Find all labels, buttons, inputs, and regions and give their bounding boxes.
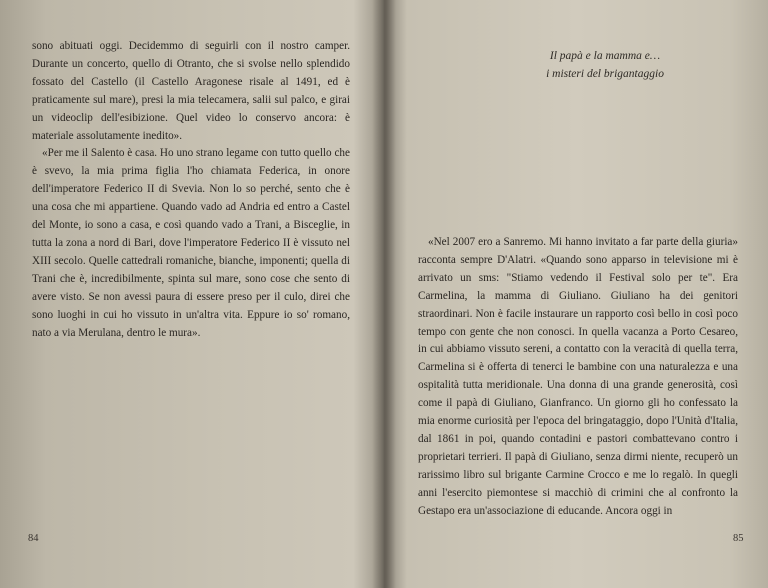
left-paragraph-1: sono abituati oggi. Decidemmo di seguirli con il nostro camper. Durante un concerto, quello di Otranto, che si svolse nello splendido fossato del Castello (il Castello Aragonese risale al 1491, ed è praticamente sul mare), presi la mia telecamera, salii sul palco, e girai un videoclip dell'esibizione. Quel video lo conservo ancora: è materiale assolutamente inedito». [32,40,350,142]
right-page-text [418,234,738,521]
right-paragraph-1: «Nel 2007 ero a Sanremo. Mi hanno invitato a far parte della giuria» racconta sempre D'Alatri. «Quando sono apparso in televisione mi è arrivato un sms: "Stiamo vedendo il Festival solo per te". Era Carmelina, la mamma di Giuliano. Giuliano ha dei genitori straordinari. Non è facile instaurare un rapporto così bello in così poco tempo con gente che non conosci. In quella vacanza a Porto Cesareo, in cui abbiamo vissuto sereni, a contatto con la veracità di quella terra, Carmelina si è offerta di tenerci le bambine con una naturalezza e una ospitalità tutta meridionale. Una donna di una grande generosità, così come il papà di Giuliano, Gianfranco. Un giorno gli ho confessato la mia enorme curiosità per l'epoca del bringataggio, dopo l'Unità d'Italia, dal 1861 in poi, quando contadini e pastori combattevano contro i proprietari terrieri. Il papà di Giuliano, senza dirmi niente, recuperò un rarissimo libro sul brigante Carmine Crocco e me lo regalò. In quegli anni l'esercito piemontese si macchiò di crimini che al confronto la Gestapo era un'associazione di educande. Ancora oggi in [418,236,738,517]
left-page-number: 84 [28,533,39,544]
chapter-title-line-2: i misteri del brigantaggio [546,68,664,80]
left-page-text [32,38,350,342]
right-page [385,0,768,588]
chapter-title-line-1: Il papà e la mamma e… [549,50,661,62]
left-paragraph-2: «Per me il Salento è casa. Ho uno strano legame con tutto quello che è svevo, la mia prima figlia l'ho chiamata Federica, in onore dell'imperatore Federico II di Svevia. Non lo so perché, sento che è una cosa che mi appartiene. Quando vado ad Andria ed entro a Castel del Monte, io sono a casa, e così quando vado a Trani, a Bisceglie, in tutta la zona a nord di Bari, dove l'imperatore Federico II è vissuto nel XIII secolo. Quelle cattedrali romaniche, bianche, imponenti; quella di Trani che è, incredibilmente, spinta sul mare, sono cose che sento di avere visto. Se non avessi paura di essere preso per il culo, direi che sono luoghi in cui ho vissuto in un'altra vita. Eppure io so' romano, nato a via Merulana, dentro le mura». [32,147,350,339]
left-page [0,0,383,588]
chapter-title [505,47,705,83]
right-page-number: 85 [733,533,744,544]
